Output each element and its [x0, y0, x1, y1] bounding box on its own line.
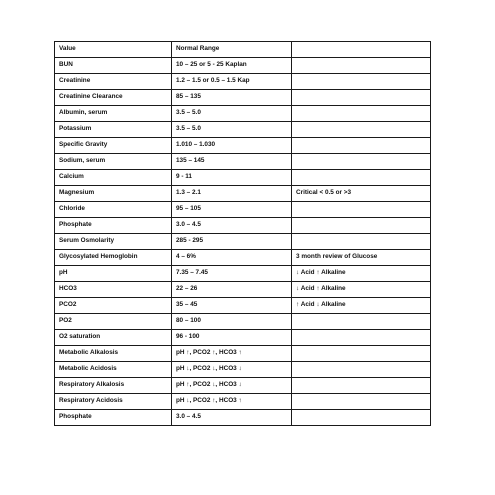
table-row — [55, 298, 431, 314]
normal-range-cell: 3.5 – 5.0 — [172, 106, 292, 122]
normal-range-cell: pH ↓, PCO2 ↓, HCO3 ↓ — [172, 362, 292, 378]
table-row — [55, 346, 431, 362]
note-cell: ↓ Acid ↑ Alkaline — [292, 282, 431, 298]
table-row — [55, 282, 431, 298]
table-row — [55, 394, 431, 410]
table-row — [55, 42, 431, 58]
note-cell — [292, 330, 431, 346]
normal-range-cell: 9 - 11 — [172, 170, 292, 186]
table-row — [55, 138, 431, 154]
note-cell — [292, 314, 431, 330]
table-row — [55, 122, 431, 138]
table-row — [55, 250, 431, 266]
table-row — [55, 378, 431, 394]
normal-range-cell: pH ↑, PCO2 ↓, HCO3 ↓ — [172, 378, 292, 394]
table-row — [55, 266, 431, 282]
note-cell — [292, 394, 431, 410]
note-cell — [292, 138, 431, 154]
note-cell — [292, 234, 431, 250]
table-row — [55, 154, 431, 170]
value-cell: Respiratory Acidosis — [55, 394, 172, 410]
normal-range-cell: 85 – 135 — [172, 90, 292, 106]
value-cell: Specific Gravity — [55, 138, 172, 154]
note-cell — [292, 122, 431, 138]
value-cell: Phosphate — [55, 410, 172, 426]
note-cell — [292, 106, 431, 122]
value-cell: Calcium — [55, 170, 172, 186]
note-cell — [292, 346, 431, 362]
normal-range-cell: 285 - 295 — [172, 234, 292, 250]
note-cell — [292, 362, 431, 378]
normal-range-cell: 1.010 – 1.030 — [172, 138, 292, 154]
normal-range-cell: 35 – 45 — [172, 298, 292, 314]
normal-range-cell: 1.2 – 1.5 or 0.5 – 1.5 Kap — [172, 74, 292, 90]
value-cell: Metabolic Alkalosis — [55, 346, 172, 362]
note-cell — [292, 170, 431, 186]
normal-range-cell: 7.35 – 7.45 — [172, 266, 292, 282]
normal-range-cell: 95 – 105 — [172, 202, 292, 218]
note-cell — [292, 202, 431, 218]
normal-range-cell: 3.5 – 5.0 — [172, 122, 292, 138]
lab-values-body — [55, 42, 431, 426]
note-cell — [292, 378, 431, 394]
normal-range-cell: 10 – 25 or 5 - 25 Kaplan — [172, 58, 292, 74]
normal-range-cell: pH ↑, PCO2 ↑, HCO3 ↑ — [172, 346, 292, 362]
note-cell: Critical < 0.5 or >3 — [292, 186, 431, 202]
value-cell: Value — [55, 42, 172, 58]
note-cell — [292, 74, 431, 90]
value-cell: Metabolic Acidosis — [55, 362, 172, 378]
value-cell: Sodium, serum — [55, 154, 172, 170]
value-cell: Glycosylated Hemoglobin — [55, 250, 172, 266]
value-cell: Albumin, serum — [55, 106, 172, 122]
table-row — [55, 74, 431, 90]
normal-range-cell: Normal Range — [172, 42, 292, 58]
value-cell: Potassium — [55, 122, 172, 138]
note-cell — [292, 58, 431, 74]
note-cell — [292, 90, 431, 106]
table-row — [55, 330, 431, 346]
value-cell: HCO3 — [55, 282, 172, 298]
lab-values-table — [54, 41, 431, 426]
normal-range-cell: 22 – 26 — [172, 282, 292, 298]
value-cell: O2 saturation — [55, 330, 172, 346]
value-cell: Magnesium — [55, 186, 172, 202]
table-row — [55, 362, 431, 378]
table-row — [55, 218, 431, 234]
table-row — [55, 58, 431, 74]
note-cell: ↓ Acid ↑ Alkaline — [292, 266, 431, 282]
table-row — [55, 90, 431, 106]
table-row — [55, 106, 431, 122]
table-row — [55, 314, 431, 330]
value-cell: pH — [55, 266, 172, 282]
normal-range-cell: 3.0 – 4.5 — [172, 218, 292, 234]
normal-range-cell: 3.0 – 4.5 — [172, 410, 292, 426]
note-cell — [292, 218, 431, 234]
normal-range-cell: 96 - 100 — [172, 330, 292, 346]
table-row — [55, 186, 431, 202]
table-row — [55, 234, 431, 250]
note-cell: ↑ Acid ↓ Alkaline — [292, 298, 431, 314]
normal-range-cell: pH ↓, PCO2 ↑, HCO3 ↑ — [172, 394, 292, 410]
note-cell: 3 month review of Glucose — [292, 250, 431, 266]
value-cell: Serum Osmolarity — [55, 234, 172, 250]
normal-range-cell: 4 – 6% — [172, 250, 292, 266]
table-row — [55, 410, 431, 426]
note-cell — [292, 42, 431, 58]
value-cell: BUN — [55, 58, 172, 74]
value-cell: Creatinine Clearance — [55, 90, 172, 106]
table-row — [55, 170, 431, 186]
normal-range-cell: 135 – 145 — [172, 154, 292, 170]
value-cell: PO2 — [55, 314, 172, 330]
value-cell: Phosphate — [55, 218, 172, 234]
note-cell — [292, 154, 431, 170]
value-cell: Respiratory Alkalosis — [55, 378, 172, 394]
value-cell: PCO2 — [55, 298, 172, 314]
value-cell: Chloride — [55, 202, 172, 218]
normal-range-cell: 80 – 100 — [172, 314, 292, 330]
normal-range-cell: 1.3 – 2.1 — [172, 186, 292, 202]
table-row — [55, 202, 431, 218]
note-cell — [292, 410, 431, 426]
value-cell: Creatinine — [55, 74, 172, 90]
